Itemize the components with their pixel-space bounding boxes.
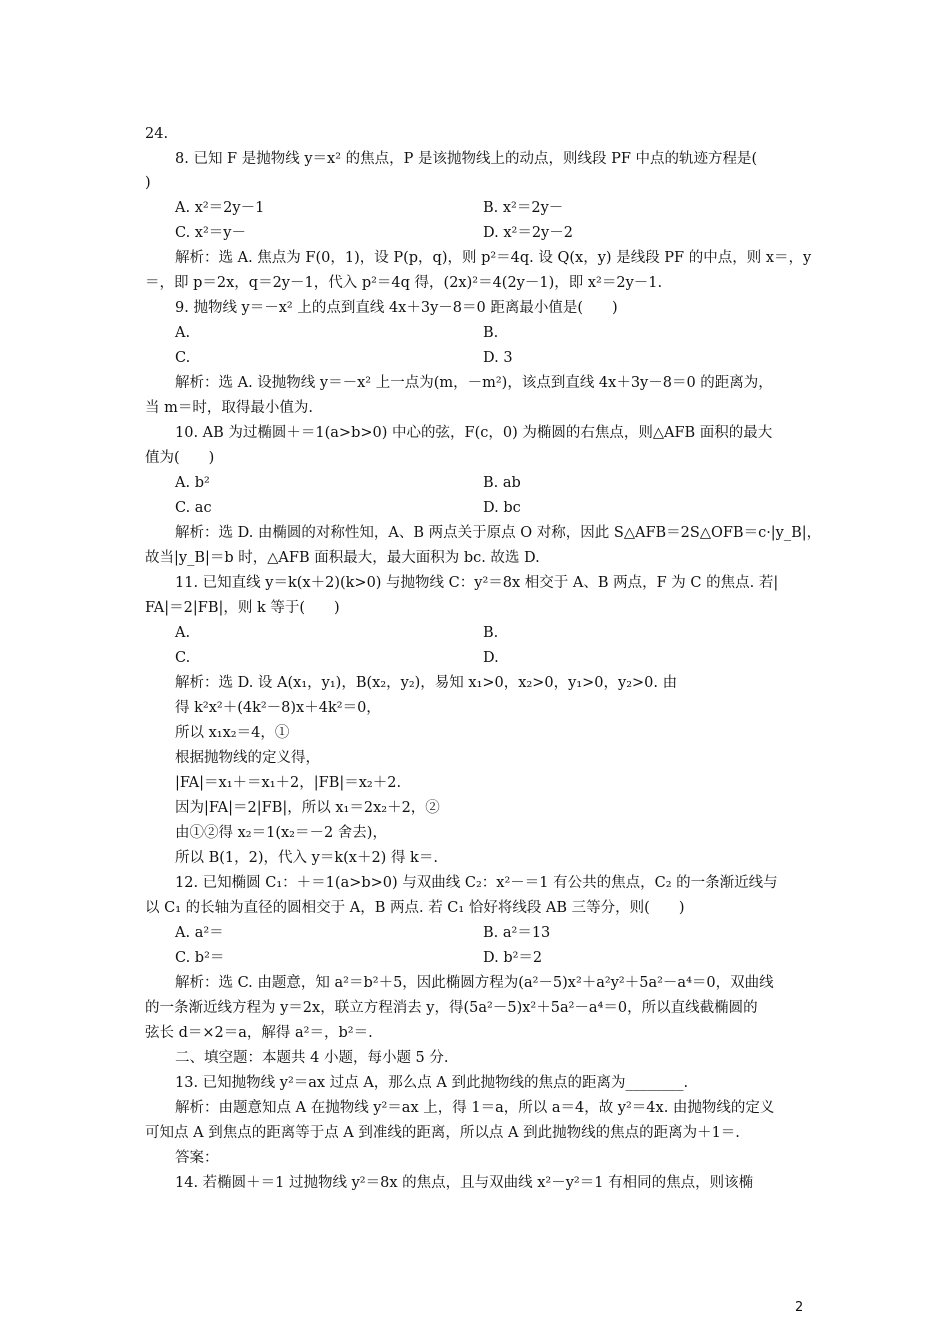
question-11: 11. 已知直线 y＝k(x＋2)(k>0) 与抛物线 C：y²＝8x 相交于 A、B 两点，F 为 C 的焦点. 若|: [175, 575, 779, 591]
option-b: B. ab: [483, 475, 521, 491]
solution-line: 由①②得 x₂＝1(x₂＝－2 舍去)，: [175, 825, 387, 841]
option-a: A.: [175, 625, 191, 641]
solution-line: ＝，即 p＝2x，q＝2y－1，代入 p²＝4q 得，(2x)²＝4(2y－1)，即 x²＝2y－1.: [145, 275, 663, 291]
option-a: A.: [175, 325, 191, 341]
question-11-cont: FA|＝2|FB|，则 k 等于( ): [145, 600, 340, 616]
solution-line: 故当|y_B|＝b 时，△AFB 面积最大，最大面积为 bc. 故选 D.: [145, 550, 540, 566]
solution-line: 解析：选 A. 焦点为 F(0，1)，设 P(p，q)，则 p²＝4q. 设 Q(x，y) 是线段 PF 的中点，则 x＝，y: [175, 250, 812, 266]
solution-line: 解析：由题意知点 A 在抛物线 y²＝ax 上，得 1＝a，所以 a＝4，故 y²＝4x. 由抛物线的定义: [175, 1100, 775, 1116]
option-c: C. x²＝y－: [175, 225, 246, 241]
question-10: 10. AB 为过椭圆＋＝1(a>b>0) 中心的弦，F(c，0) 为椭圆的右焦点，则△AFB 面积的最大: [175, 425, 773, 441]
option-b: B.: [483, 325, 499, 341]
solution-line: 的一条渐近线方程为 y＝2x，联立方程消去 y，得(5a²－5)x²＋5a²－a⁴＝0，所以直线截椭圆的: [145, 1000, 758, 1016]
solution-line: 可知点 A 到焦点的距离等于点 A 到准线的距离，所以点 A 到此抛物线的焦点的距离为＋1＝.: [145, 1125, 740, 1141]
answer-label: 答案：: [175, 1150, 219, 1166]
solution-line: 弦长 d＝×2＝a，解得 a²＝，b²＝.: [145, 1025, 373, 1041]
option-c: C.: [175, 350, 191, 366]
question-13: 13. 已知抛物线 y²＝ax 过点 A，那么点 A 到此抛物线的焦点的距离为________.: [175, 1075, 689, 1091]
option-d: D. 3: [483, 350, 513, 366]
solution-line: 所以 B(1，2)，代入 y＝k(x＋2) 得 k＝.: [175, 850, 438, 866]
option-c: C. ac: [175, 500, 212, 516]
option-d: D. x²＝2y－2: [483, 225, 573, 241]
option-d: D. b²＝2: [483, 950, 543, 966]
text-line: ): [145, 175, 151, 191]
question-10-cont: 值为( ): [145, 450, 215, 466]
page-number: 2: [795, 1300, 804, 1315]
question-12: 12. 已知椭圆 C₁：＋＝1(a>b>0) 与双曲线 C₂：x²－＝1 有公共的焦点，C₂ 的一条渐近线与: [175, 875, 778, 891]
solution-line: 解析：选 D. 由椭圆的对称性知，A、B 两点关于原点 O 对称，因此 S△AFB＝2S△OFB＝c·|y_B|，: [175, 525, 822, 541]
option-d: D. bc: [483, 500, 521, 516]
solution-line: 解析：选 A. 设抛物线 y＝－x² 上一点为(m，－m²)，该点到直线 4x＋3y－8＝0 的距离为，: [175, 375, 773, 391]
option-b: B. x²＝2y－: [483, 200, 564, 216]
option-b: B. a²＝13: [483, 925, 551, 941]
solution-line: 根据抛物线的定义得，: [175, 750, 320, 766]
solution-line: 所以 x₁x₂＝4，①: [175, 725, 290, 741]
text-line: 24.: [145, 126, 169, 142]
solution-line: 当 m＝时，取得最小值为.: [145, 400, 313, 416]
solution-line: |FA|＝x₁＋＝x₁＋2，|FB|＝x₂＋2.: [175, 775, 402, 791]
solution-line: 因为|FA|＝2|FB|，所以 x₁＝2x₂＋2，②: [175, 800, 440, 816]
option-c: C. b²＝: [175, 950, 225, 966]
option-b: B.: [483, 625, 499, 641]
question-8: 8. 已知 F 是抛物线 y＝x² 的焦点，P 是该抛物线上的动点，则线段 PF 中点的轨迹方程是(: [175, 151, 758, 167]
option-a: A. b²: [175, 475, 210, 491]
question-14: 14. 若椭圆＋＝1 过抛物线 y²＝8x 的焦点，且与双曲线 x²－y²＝1 有相同的焦点，则该椭: [175, 1175, 754, 1191]
option-d: D.: [483, 650, 499, 666]
option-c: C.: [175, 650, 191, 666]
section-heading: 二、填空题：本题共 4 小题，每小题 5 分.: [175, 1050, 449, 1066]
solution-line: 解析：选 D. 设 A(x₁，y₁)，B(x₂，y₂)，易知 x₁>0，x₂>0，y₁>0，y₂>0. 由: [175, 675, 678, 691]
solution-line: 解析：选 C. 由题意，知 a²＝b²＋5，因此椭圆方程为(a²－5)x²＋a²y²＋5a²－a⁴＝0，双曲线: [175, 975, 774, 991]
solution-line: 得 k²x²＋(4k²－8)x＋4k²＝0，: [175, 700, 381, 716]
question-9: 9. 抛物线 y＝－x² 上的点到直线 4x＋3y－8＝0 距离最小值是( ): [175, 300, 618, 316]
question-12-cont: 以 C₁ 的长轴为直径的圆相交于 A，B 两点. 若 C₁ 恰好将线段 AB 三等分，则( ): [145, 900, 685, 916]
option-a: A. x²＝2y－1: [175, 200, 265, 216]
option-a: A. a²＝: [175, 925, 224, 941]
